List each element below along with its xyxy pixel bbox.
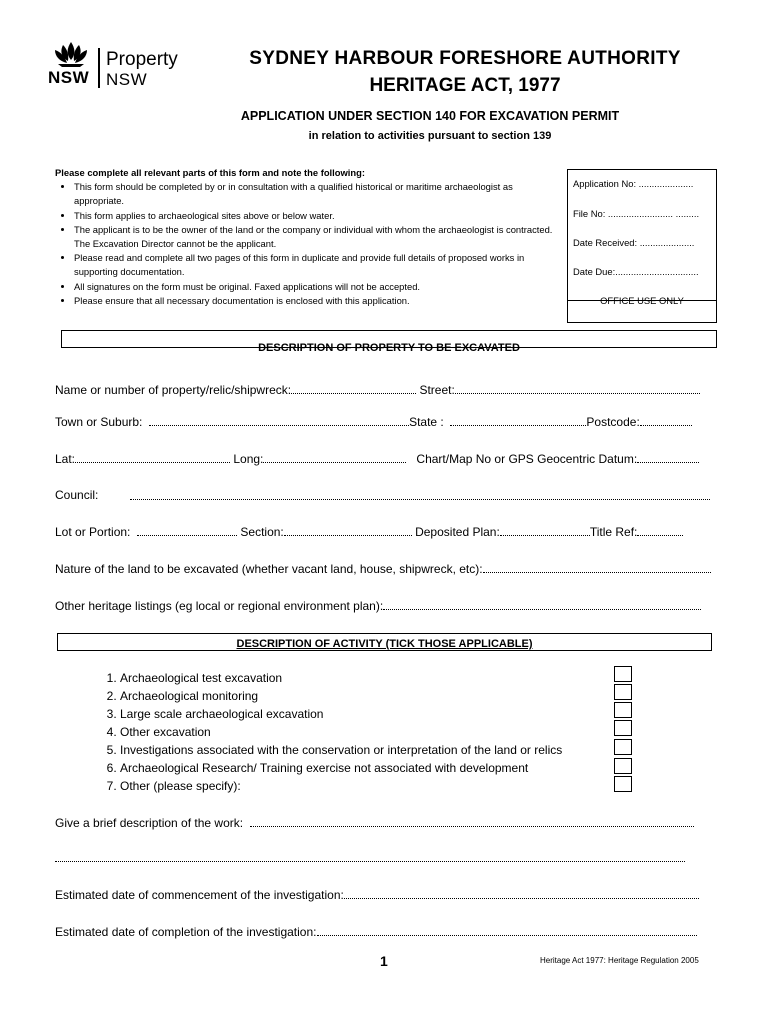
logo-property-text: Property xyxy=(106,49,178,70)
relation-subtitle: in relation to activities pursuant to section 139 xyxy=(308,130,552,142)
property-section-title: DESCRIPTION OF PROPERTY TO BE EXCAVATED xyxy=(258,342,520,354)
instruction-item: • This form should be completed by or in consultation with a qualified historical or maritime archaeologist as appropriate. xyxy=(74,180,565,208)
town-row xyxy=(55,414,692,429)
completion-label: Estimated date of completion of the investigation: xyxy=(55,925,317,939)
waratah-icon xyxy=(50,40,92,68)
act-title: HERITAGE ACT, 1977 xyxy=(369,75,561,96)
footer-note: Heritage Act 1977: Heritage Regulation 2005 xyxy=(540,956,699,965)
commence-label: Estimated date of commencement of the investigation: xyxy=(55,888,344,902)
logo-nsw-text: NSW xyxy=(48,68,90,87)
activity-checkbox-5[interactable] xyxy=(614,739,632,755)
instructions xyxy=(55,166,565,308)
instruction-item: • The applicant is to be the owner of the land or the company or individual with whom the archaeologist is contracted. The Excavation Director cannot be the applicant. xyxy=(74,223,565,251)
activity-item: 4. Other excavation xyxy=(120,723,562,741)
lot-label: Lot or Portion: xyxy=(55,525,131,539)
location-row xyxy=(55,451,699,466)
long-input[interactable] xyxy=(263,451,406,463)
postcode-label: Postcode: xyxy=(586,415,640,429)
nsw-logo xyxy=(46,40,206,90)
completion-input[interactable] xyxy=(317,924,697,936)
section-label: Section: xyxy=(240,525,284,539)
nature-input[interactable] xyxy=(483,561,711,573)
instruction-item: • Please read and complete all two pages of this form in duplicate and provide full details of proposed works in supporting documentation. xyxy=(74,251,565,279)
nature-label: Nature of the land to be excavated (whether vacant land, house, shipwreck, etc): xyxy=(55,562,483,576)
activity-section-title: DESCRIPTION OF ACTIVITY (TICK THOSE APPLICABLE) xyxy=(236,638,533,650)
street-input[interactable] xyxy=(455,382,700,394)
town-input[interactable] xyxy=(149,414,409,426)
instruction-item: • This form applies to archaeological sites above or below water. xyxy=(74,209,565,223)
instructions-heading: Please complete all relevant parts of this form and note the following: xyxy=(55,167,365,178)
application-no-field[interactable]: Application No: ..................... xyxy=(573,178,694,189)
title-ref-input[interactable] xyxy=(637,524,683,536)
deposited-plan-input[interactable] xyxy=(500,524,590,536)
council-label: Council: xyxy=(55,488,99,502)
postcode-input[interactable] xyxy=(640,414,692,426)
activity-item: 6. Archaeological Research/ Training exercise not associated with development xyxy=(120,759,562,777)
other-heritage-input[interactable] xyxy=(383,598,701,610)
office-use-rule xyxy=(568,300,716,301)
activity-list xyxy=(100,669,562,795)
completion-row xyxy=(55,924,697,939)
brief-description-input[interactable] xyxy=(250,815,694,827)
town-label: Town or Suburb: xyxy=(55,415,143,429)
council-input[interactable] xyxy=(130,488,710,500)
lat-label: Lat: xyxy=(55,452,76,466)
instruction-item: • Please ensure that all necessary documentation is enclosed with this application. xyxy=(74,294,565,308)
property-name-label: Name or number of property/relic/shipwreck: xyxy=(55,383,292,397)
activity-checkbox-6[interactable] xyxy=(614,758,632,774)
activity-checkbox-7[interactable] xyxy=(614,776,632,792)
lat-input[interactable] xyxy=(75,451,230,463)
activity-item: 5. Investigations associated with the conservation or interpretation of the land or relics xyxy=(120,741,562,759)
authority-title: SYDNEY HARBOUR FORESHORE AUTHORITY xyxy=(249,48,681,69)
activity-checkbox-4[interactable] xyxy=(614,720,632,736)
commence-row xyxy=(55,887,699,902)
activity-item: 2. Archaeological monitoring xyxy=(120,687,562,705)
lot-input[interactable] xyxy=(137,524,237,536)
date-received-field[interactable]: Date Received: ..................... xyxy=(573,237,695,248)
file-no-field[interactable]: File No: ......................... ......... xyxy=(573,208,700,219)
title-ref-label: Title Ref: xyxy=(589,525,638,539)
brief-description-label: Give a brief description of the work: xyxy=(55,816,244,830)
page-number: 1 xyxy=(380,953,388,969)
lot-row xyxy=(55,524,683,539)
activity-checkbox-2[interactable] xyxy=(614,684,632,700)
activity-item: 3. Large scale archaeological excavation xyxy=(120,705,562,723)
instructions-list xyxy=(55,180,565,308)
section-input[interactable] xyxy=(284,524,412,536)
property-name-row xyxy=(55,382,700,397)
office-use-box xyxy=(567,169,717,323)
logo-nsw-subtext: NSW xyxy=(106,70,148,89)
brief-description-continuation[interactable] xyxy=(55,850,685,862)
nature-row xyxy=(55,561,711,576)
street-label: Street: xyxy=(419,383,455,397)
commence-input[interactable] xyxy=(344,887,699,899)
long-label: Long: xyxy=(233,452,264,466)
application-title: APPLICATION UNDER SECTION 140 FOR EXCAVATION PERMIT xyxy=(240,109,620,123)
logo-divider xyxy=(98,48,100,88)
council-row xyxy=(55,488,98,502)
state-label: State : xyxy=(409,415,444,429)
activity-checkbox-1[interactable] xyxy=(614,666,632,682)
deposited-plan-label: Deposited Plan: xyxy=(415,525,500,539)
activity-item: 7. Other (please specify): xyxy=(120,777,562,795)
chart-label: Chart/Map No or GPS Geocentric Datum: xyxy=(416,452,638,466)
activity-item: 1. Archaeological test excavation xyxy=(120,669,562,687)
state-input[interactable] xyxy=(450,414,586,426)
instruction-item: • All signatures on the form must be original. Faxed applications will not be accepted. xyxy=(74,280,565,294)
brief-description-row xyxy=(55,815,694,830)
activity-checkbox-3[interactable] xyxy=(614,702,632,718)
chart-input[interactable] xyxy=(637,451,699,463)
other-heritage-row xyxy=(55,598,701,613)
date-due-field[interactable]: Date Due:................................ xyxy=(573,266,699,277)
other-heritage-label: Other heritage listings (eg local or regional environment plan): xyxy=(55,599,384,613)
property-name-input[interactable] xyxy=(291,382,416,394)
